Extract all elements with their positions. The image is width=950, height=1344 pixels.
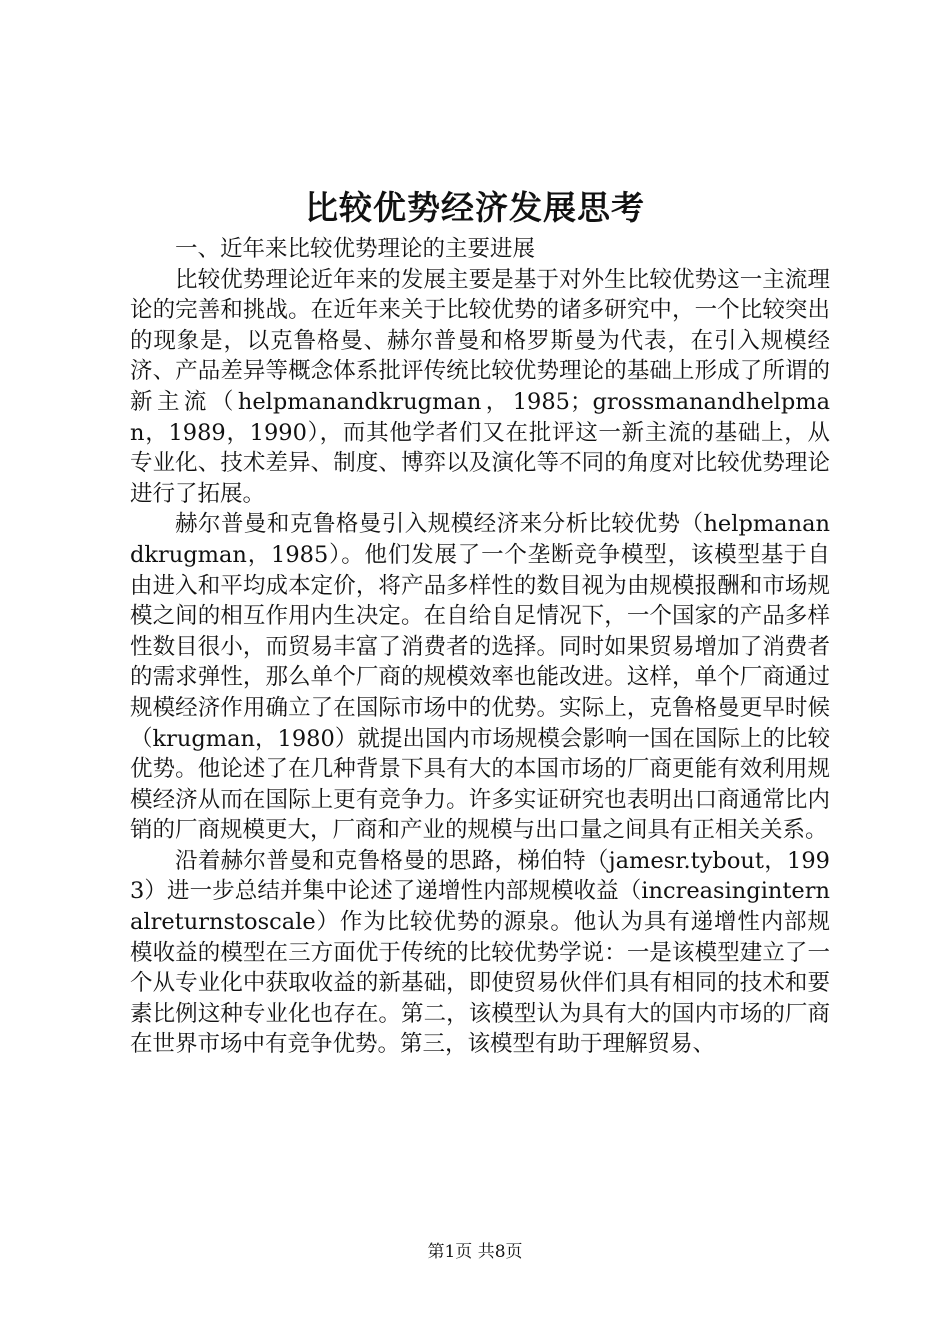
document-body <box>130 234 830 1060</box>
paragraph-3: 沿着赫尔普曼和克鲁格曼的思路，梯伯特（jamesr.tybout，1993）进一步总结并集中论述了递增性内部规模收益（increasinginternalreturnstoscale）作为比较优势的源泉。他认为具有递增性内部规模收益的模型在三方面优于传统的比较优势学说：一是该模型建立了一个从专业化中获取收益的新基础，即使贸易伙伴们具有相同的技术和要素比例这种专业化也存在。第二，该模型认为具有大的国内市场的厂商在世界市场中有竞争优势。第三，该模型有助于理解贸易、 <box>130 847 830 1058</box>
page-footer: 第1页 共8页 <box>427 1242 523 1262</box>
section-heading: 一、近年来比较优势理论的主要进展 <box>175 236 536 262</box>
document-title: 比较优势经济发展思考 <box>305 188 645 227</box>
paragraph-2: 赫尔普曼和克鲁格曼引入规模经济来分析比较优势（helpmanandkrugman，1985）。他们发展了一个垄断竞争模型，该模型基于自由进入和平均成本定价，将产品多样性的数目视为由规模报酬和市场规模之间的相互作用内生决定。在自给自足情况下，一个国家的产品多样性数目很小，而贸易丰富了消费者的选择。同时如果贸易增加了消费者的需求弹性，那么单个厂商的规模效率也能改进。这样，单个厂商通过规模经济作用确立了在国际市场中的优势。实际上，克鲁格曼更早时候（krugman，1980）就提出国内市场规模会影响一国在国际上的比较优势。他论述了在几种背景下具有大的本国市场的厂商更能有效利用规模经济从而在国际上更有竞争力。许多实证研究也表明出口商通常比内销的厂商规模更大，厂商和产业的规模与出口量之间具有正相关关系。 <box>130 511 830 844</box>
paragraph-1: 比较优势理论近年来的发展主要是基于对外生比较优势这一主流理论的完善和挑战。在近年来关于比较优势的诸多研究中，一个比较突出的现象是，以克鲁格曼、赫尔普曼和格罗斯曼为代表，在引入规模经济、产品差异等概念体系批评传统比较优势理论的基础上形成了所谓的新主流（helpmanandkrugman，1985；grossmanandhelpman，1989，1990），而其他学者们又在批评这一新主流的基础上，从专业化、技术差异、制度、博弈以及演化等不同的角度对比较优势理论进行了拓展。 <box>130 266 830 507</box>
